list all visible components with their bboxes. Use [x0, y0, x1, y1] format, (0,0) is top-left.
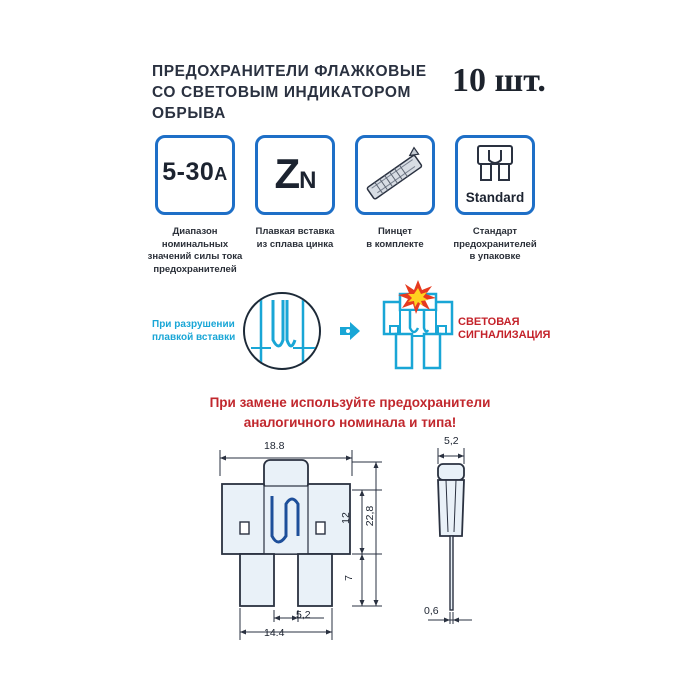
dim-total-height: 22,8 — [364, 505, 377, 527]
caption-line: в упаковке — [469, 251, 521, 262]
light-signal-label — [458, 316, 550, 342]
label-line: При разрушении — [152, 319, 235, 330]
standard-label: Standard — [465, 190, 525, 205]
current-range-unit: А — [214, 164, 228, 184]
caption-line: предохранителей — [453, 238, 537, 250]
caption-line: номинальных — [161, 238, 229, 250]
feature-caption-standard — [430, 226, 560, 264]
title-line-3: ОБРЫВА — [152, 105, 226, 122]
caption-line: Стандарт — [472, 226, 518, 237]
caption-line: Диапазон — [172, 226, 218, 237]
dim-leg-height: 7 — [342, 575, 355, 581]
warning-line-2: аналогичного номинала и типа! — [243, 415, 457, 430]
caption-line: из сплава цинка — [256, 238, 334, 250]
dim-body-height: 12 — [339, 512, 352, 524]
title-line-1: ПРЕДОХРАНИТЕЛИ ФЛАЖКОВЫЕ — [152, 63, 427, 80]
label-line: плавкой вставки — [152, 332, 236, 343]
lit-fuse-icon — [380, 280, 456, 372]
zinc-alloy-icon: ZN — [255, 135, 335, 215]
dim-side-width: 5,2 — [444, 435, 459, 447]
standard-fuse-icon — [455, 135, 535, 215]
dim-width-top: 18.8 — [264, 440, 285, 452]
caption-line: предохранителей — [153, 263, 237, 275]
dim-leg-gap: 5,2 — [296, 609, 311, 621]
title-line-2: СО СВЕТОВЫМ ИНДИКАТОРОМ — [152, 84, 412, 101]
caption-line: в комплекте — [366, 238, 424, 250]
current-range-value: 5-30 — [162, 158, 215, 186]
caption-line: Плавкая вставка — [255, 226, 335, 237]
dim-width-bottom: 14.4 — [264, 627, 285, 639]
fuse-break-label — [152, 318, 235, 344]
tweezers-icon — [355, 135, 435, 215]
caption-line: Пинцет — [377, 226, 413, 237]
label-line: СИГНАЛИЗАЦИЯ — [458, 329, 551, 341]
package-count: 10 шт. — [452, 62, 546, 99]
label-line: СВЕТОВАЯ — [458, 316, 520, 328]
current-range-icon — [155, 135, 235, 215]
arrow-right-icon — [338, 320, 362, 342]
caption-line: значений силы тока — [147, 251, 243, 262]
warning-line-1: При замене используйте предохранители — [209, 395, 491, 410]
fuse-element-magnifier — [243, 292, 321, 370]
fuse-side-view — [420, 440, 480, 630]
dim-blade-thickness: 0,6 — [424, 605, 439, 617]
